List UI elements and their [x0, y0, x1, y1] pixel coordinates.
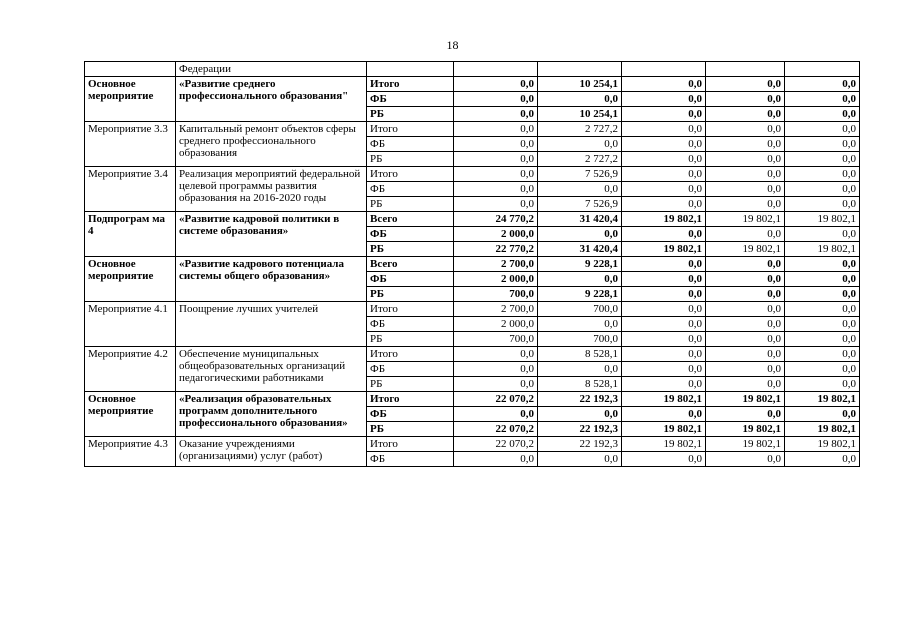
cell-name: Федерации	[176, 62, 367, 77]
cell-value: 0,0	[622, 317, 706, 332]
cell-value: 31 420,4	[538, 212, 622, 227]
cell-value: 0,0	[706, 257, 785, 272]
cell-value: 0,0	[538, 227, 622, 242]
cell-value: 0,0	[785, 287, 860, 302]
cell-source: РБ	[367, 107, 454, 122]
cell-value: 0,0	[454, 377, 538, 392]
cell-source: Итого	[367, 437, 454, 452]
cell-value: 0,0	[785, 167, 860, 182]
cell-value: 0,0	[785, 407, 860, 422]
cell-value: 700,0	[538, 302, 622, 317]
table-row	[85, 77, 860, 92]
cell-value: 0,0	[785, 272, 860, 287]
cell-value: 22 192,3	[538, 392, 622, 407]
cell-code: Основное мероприятие	[85, 392, 176, 437]
cell-value: 0,0	[706, 407, 785, 422]
cell-value: 19 802,1	[785, 437, 860, 452]
cell-value: 0,0	[538, 452, 622, 467]
cell-value: 0,0	[785, 77, 860, 92]
cell-code	[85, 62, 176, 77]
cell-code: Основное мероприятие	[85, 257, 176, 302]
cell-source: РБ	[367, 332, 454, 347]
cell-source: Итого	[367, 122, 454, 137]
cell-value: 2 000,0	[454, 227, 538, 242]
cell-source: Итого	[367, 392, 454, 407]
cell-code: Мероприятие 3.3	[85, 122, 176, 167]
cell-value: 0,0	[454, 122, 538, 137]
cell-value: 19 802,1	[706, 437, 785, 452]
cell-value: 22 192,3	[538, 422, 622, 437]
cell-value	[454, 62, 538, 77]
cell-source: Всего	[367, 212, 454, 227]
cell-value: 19 802,1	[785, 242, 860, 257]
cell-value: 19 802,1	[622, 392, 706, 407]
cell-name: Реализация мероприятий федеральной целевой программы развития образования на 2016-2020 годы	[176, 167, 367, 212]
cell-value: 0,0	[706, 182, 785, 197]
cell-value: 19 802,1	[706, 212, 785, 227]
cell-value: 0,0	[622, 257, 706, 272]
cell-value: 0,0	[538, 92, 622, 107]
cell-source: РБ	[367, 242, 454, 257]
cell-value: 22 070,2	[454, 392, 538, 407]
cell-value: 0,0	[622, 227, 706, 242]
cell-value: 0,0	[454, 107, 538, 122]
cell-value: 19 802,1	[706, 242, 785, 257]
cell-value: 31 420,4	[538, 242, 622, 257]
cell-value: 0,0	[454, 347, 538, 362]
cell-value	[785, 62, 860, 77]
cell-value: 2 700,0	[454, 257, 538, 272]
cell-value: 700,0	[454, 332, 538, 347]
cell-value: 22 770,2	[454, 242, 538, 257]
cell-value: 19 802,1	[785, 212, 860, 227]
cell-value: 0,0	[622, 182, 706, 197]
cell-value: 0,0	[785, 452, 860, 467]
cell-value: 0,0	[622, 332, 706, 347]
cell-value: 9 228,1	[538, 287, 622, 302]
cell-value: 19 802,1	[706, 422, 785, 437]
cell-value: 8 528,1	[538, 377, 622, 392]
cell-value: 2 000,0	[454, 272, 538, 287]
cell-value: 0,0	[785, 347, 860, 362]
cell-value: 0,0	[785, 182, 860, 197]
table-row	[85, 437, 860, 452]
cell-source: РБ	[367, 197, 454, 212]
cell-source: Всего	[367, 257, 454, 272]
cell-value: 8 528,1	[538, 347, 622, 362]
cell-value: 0,0	[706, 362, 785, 377]
cell-value: 22 070,2	[454, 422, 538, 437]
cell-value: 0,0	[538, 182, 622, 197]
cell-value	[622, 62, 706, 77]
cell-value: 0,0	[785, 362, 860, 377]
cell-value: 0,0	[785, 257, 860, 272]
cell-value: 19 802,1	[622, 422, 706, 437]
cell-value: 0,0	[706, 77, 785, 92]
cell-value: 0,0	[454, 407, 538, 422]
cell-value: 0,0	[785, 377, 860, 392]
cell-value: 0,0	[706, 272, 785, 287]
cell-value: 0,0	[454, 452, 538, 467]
cell-name: «Развитие среднего профессионального образования"	[176, 77, 367, 122]
cell-source: Итого	[367, 302, 454, 317]
cell-name: «Развитие кадровой политики в системе образования»	[176, 212, 367, 257]
cell-value: 0,0	[706, 317, 785, 332]
cell-value: 2 700,0	[454, 302, 538, 317]
cell-name: Капитальный ремонт объектов сферы среднего профессионального образования	[176, 122, 367, 167]
cell-code: Мероприятие 4.3	[85, 437, 176, 467]
cell-value: 2 727,2	[538, 122, 622, 137]
cell-value: 0,0	[622, 272, 706, 287]
cell-code: Мероприятие 4.1	[85, 302, 176, 347]
cell-value: 0,0	[785, 122, 860, 137]
cell-value: 0,0	[538, 317, 622, 332]
cell-source: Итого	[367, 167, 454, 182]
cell-value: 24 770,2	[454, 212, 538, 227]
cell-value: 2 000,0	[454, 317, 538, 332]
cell-name: Оказание учреждениями (организациями) услуг (работ)	[176, 437, 367, 467]
cell-source: ФБ	[367, 92, 454, 107]
cell-value: 0,0	[785, 107, 860, 122]
cell-value: 0,0	[785, 302, 860, 317]
cell-value: 19 802,1	[622, 212, 706, 227]
cell-value: 0,0	[706, 137, 785, 152]
cell-value: 0,0	[538, 137, 622, 152]
cell-value: 0,0	[785, 227, 860, 242]
cell-value: 0,0	[706, 107, 785, 122]
cell-value: 19 802,1	[706, 392, 785, 407]
cell-value: 0,0	[454, 182, 538, 197]
cell-name: «Реализация образовательных программ дополнительного профессионального образования»	[176, 392, 367, 437]
cell-value: 0,0	[454, 137, 538, 152]
cell-code: Подпрограм ма 4	[85, 212, 176, 257]
cell-code: Мероприятие 3.4	[85, 167, 176, 212]
cell-source: ФБ	[367, 137, 454, 152]
cell-value: 0,0	[454, 92, 538, 107]
cell-value: 7 526,9	[538, 197, 622, 212]
cell-value: 0,0	[622, 302, 706, 317]
cell-value: 0,0	[454, 152, 538, 167]
cell-value: 0,0	[538, 362, 622, 377]
table-row	[85, 257, 860, 272]
table-row-continuation	[85, 62, 860, 77]
cell-value: 0,0	[622, 167, 706, 182]
cell-value: 10 254,1	[538, 107, 622, 122]
cell-name: «Развитие кадрового потенциала системы общего образования»	[176, 257, 367, 302]
cell-value: 0,0	[706, 167, 785, 182]
cell-value: 2 727,2	[538, 152, 622, 167]
cell-value: 0,0	[538, 407, 622, 422]
cell-code: Мероприятие 4.2	[85, 347, 176, 392]
table-row	[85, 347, 860, 362]
table-row	[85, 212, 860, 227]
cell-source: ФБ	[367, 407, 454, 422]
cell-value: 22 192,3	[538, 437, 622, 452]
cell-value: 0,0	[622, 287, 706, 302]
cell-name: Поощрение лучших учителей	[176, 302, 367, 347]
cell-value: 0,0	[706, 227, 785, 242]
cell-value	[538, 62, 622, 77]
cell-source	[367, 62, 454, 77]
cell-value: 7 526,9	[538, 167, 622, 182]
cell-value: 10 254,1	[538, 77, 622, 92]
cell-value: 0,0	[622, 197, 706, 212]
cell-source: Итого	[367, 77, 454, 92]
cell-name: Обеспечение муниципальных общеобразовательных организаций педагогическими работниками	[176, 347, 367, 392]
cell-value: 0,0	[454, 77, 538, 92]
cell-value: 0,0	[622, 137, 706, 152]
cell-value: 0,0	[706, 287, 785, 302]
cell-value: 0,0	[622, 347, 706, 362]
cell-value: 0,0	[622, 77, 706, 92]
cell-value: 0,0	[706, 197, 785, 212]
cell-value: 0,0	[622, 122, 706, 137]
cell-source: ФБ	[367, 272, 454, 287]
table-row	[85, 392, 860, 407]
cell-value: 0,0	[706, 452, 785, 467]
cell-value: 0,0	[785, 152, 860, 167]
table-row	[85, 122, 860, 137]
cell-value: 0,0	[622, 407, 706, 422]
page-number: 18	[446, 38, 459, 52]
cell-value: 0,0	[785, 317, 860, 332]
cell-value: 0,0	[785, 92, 860, 107]
cell-value: 0,0	[622, 452, 706, 467]
cell-value: 0,0	[706, 347, 785, 362]
cell-source: РБ	[367, 287, 454, 302]
cell-source: ФБ	[367, 227, 454, 242]
cell-value: 0,0	[622, 152, 706, 167]
cell-value: 700,0	[538, 332, 622, 347]
cell-value: 9 228,1	[538, 257, 622, 272]
cell-value: 0,0	[622, 107, 706, 122]
cell-value	[706, 62, 785, 77]
cell-value: 0,0	[622, 377, 706, 392]
cell-value: 0,0	[706, 332, 785, 347]
cell-source: ФБ	[367, 182, 454, 197]
cell-value: 22 070,2	[454, 437, 538, 452]
cell-source: РБ	[367, 422, 454, 437]
cell-value: 19 802,1	[622, 242, 706, 257]
cell-value: 19 802,1	[622, 437, 706, 452]
cell-value: 0,0	[706, 302, 785, 317]
cell-code: Основное мероприятие	[85, 77, 176, 122]
cell-source: ФБ	[367, 317, 454, 332]
cell-value: 0,0	[454, 197, 538, 212]
cell-source: Итого	[367, 347, 454, 362]
budget-table-body	[85, 62, 860, 467]
cell-source: ФБ	[367, 452, 454, 467]
table-row	[85, 302, 860, 317]
cell-value: 0,0	[785, 197, 860, 212]
cell-value: 0,0	[454, 167, 538, 182]
cell-value: 0,0	[785, 137, 860, 152]
cell-value: 0,0	[706, 122, 785, 137]
cell-value: 0,0	[622, 362, 706, 377]
budget-table	[84, 61, 860, 467]
cell-value: 0,0	[538, 272, 622, 287]
cell-value: 0,0	[706, 92, 785, 107]
cell-value: 0,0	[454, 362, 538, 377]
cell-value: 19 802,1	[785, 392, 860, 407]
cell-value: 0,0	[785, 332, 860, 347]
cell-source: ФБ	[367, 362, 454, 377]
table-row	[85, 167, 860, 182]
cell-value: 19 802,1	[785, 422, 860, 437]
cell-source: РБ	[367, 377, 454, 392]
cell-value: 0,0	[706, 377, 785, 392]
cell-value: 0,0	[706, 152, 785, 167]
cell-value: 700,0	[454, 287, 538, 302]
cell-value: 0,0	[622, 92, 706, 107]
cell-source: РБ	[367, 152, 454, 167]
